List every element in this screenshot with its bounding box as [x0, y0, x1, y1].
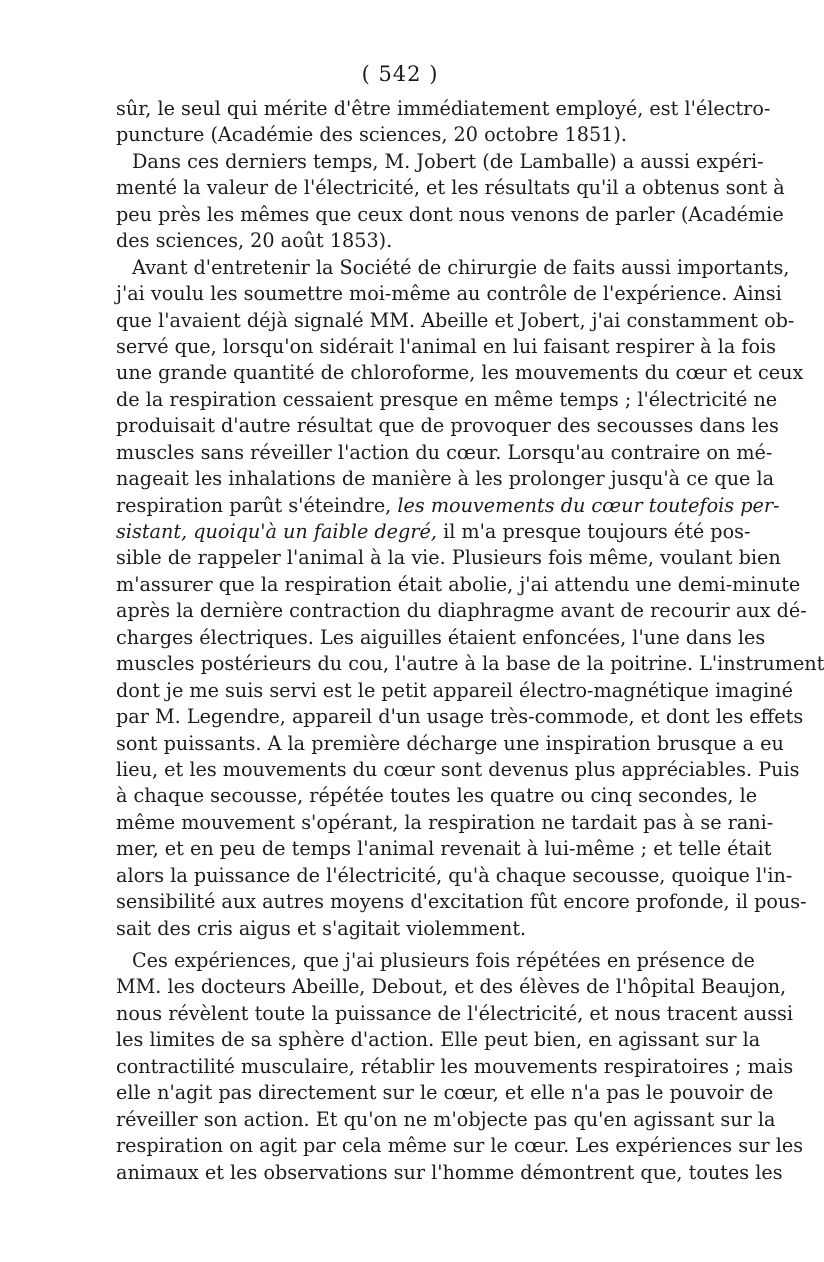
- text-line: animaux et les observations sur l'homme démontrent que, toutes les: [116, 1160, 783, 1184]
- body-text: [116, 96, 824, 1186]
- text-line: sont puissants. A la première décharge une inspiration brusque a eu: [116, 731, 784, 755]
- text-line: nageait les inhalations de manière à les prolonger jusqu'à ce que la: [116, 467, 775, 491]
- text-line: m'assurer que la respiration était abolie, j'ai attendu une demi-minute: [116, 572, 801, 596]
- text-line: servé que, lorsqu'on sidérait l'animal en lui faisant respirer à la fois: [116, 334, 777, 358]
- italic-text-span: les mouvements du cœur toutefois per-: [397, 493, 780, 517]
- text-line: nous révèlent toute la puissance de l'électricité, et nous tracent aussi: [116, 1001, 794, 1025]
- text-line: sait des cris aigus et s'agitait violemment.: [116, 916, 527, 940]
- text-line: Dans ces derniers temps, M. Jobert (de Lamballe) a aussi expéri-: [132, 149, 764, 173]
- page-number: ( 542 ): [361, 62, 439, 86]
- text-line: dont je me suis servi est le petit appareil électro-magnétique imaginé: [116, 678, 794, 702]
- text-line: muscles postérieurs du cou, l'autre à la base de la poitrine. L'instrument: [116, 652, 824, 676]
- text-line: [116, 493, 780, 519]
- text-line: Avant d'entretenir la Société de chirurgie de faits aussi importants,: [132, 255, 790, 279]
- text-line: [116, 519, 751, 545]
- text-line: des sciences, 20 août 1853).: [116, 229, 393, 253]
- text-line: que l'avaient déjà signalé MM. Abeille et Jobert, j'ai constamment ob-: [116, 308, 795, 332]
- text-line: réveiller son action. Et qu'on ne m'objecte pas qu'en agissant sur la: [116, 1107, 776, 1131]
- text-line: puncture (Académie des sciences, 20 octobre 1851).: [116, 123, 627, 147]
- text-line: produisait d'autre résultat que de provoquer des secousses dans les: [116, 414, 779, 438]
- text-line: par M. Legendre, appareil d'un usage très-commode, et dont les effets: [116, 705, 804, 729]
- text-span: il m'a presque toujours été pos-: [443, 520, 751, 543]
- text-line: MM. les docteurs Abeille, Debout, et des élèves de l'hôpital Beaujon,: [116, 975, 787, 999]
- text-line: de la respiration cessaient presque en même temps ; l'électricité ne: [116, 387, 778, 411]
- text-line: après la dernière contraction du diaphragme avant de recourir aux dé-: [116, 599, 807, 623]
- italic-text-span: sistant, quoiqu'à un faible degré,: [116, 520, 437, 543]
- text-line: sensibilité aux autres moyens d'excitation fût encore profonde, il pous-: [116, 890, 807, 914]
- text-line: menté la valeur de l'électricité, et les résultats qu'il a obtenus sont à: [116, 176, 785, 200]
- text-span: respiration parût s'éteindre,: [116, 493, 392, 517]
- text-line: elle n'agit pas directement sur le cœur, et elle n'a pas le pouvoir de: [116, 1081, 774, 1105]
- text-line: sûr, le seul qui mérite d'être immédiatement employé, est l'électro-: [116, 97, 771, 120]
- text-line: même mouvement s'opérant, la respiration ne tardait pas à se rani-: [116, 810, 774, 834]
- text-line: les limites de sa sphère d'action. Elle peut bien, en agissant sur la: [116, 1028, 761, 1052]
- text-line: lieu, et les mouvements du cœur sont devenus plus appréciables. Puis: [116, 757, 800, 781]
- text-line: alors la puissance de l'électricité, qu'à chaque secousse, quoique l'in-: [116, 863, 793, 887]
- text-line: sible de rappeler l'animal à la vie. Plusieurs fois même, voulant bien: [116, 546, 781, 570]
- text-line: contractilité musculaire, rétablir les mouvements respiratoires ; mais: [116, 1054, 794, 1078]
- text-line: Ces expériences, que j'ai plusieurs fois répétées en présence de: [132, 949, 755, 972]
- text-line: mer, et en peu de temps l'animal revenait à lui-même ; et telle était: [116, 837, 772, 861]
- text-line: j'ai voulu les soumettre moi-même au contrôle de l'expérience. Ainsi: [116, 282, 782, 306]
- text-line: respiration on agit par cela même sur le cœur. Les expériences sur les: [116, 1134, 804, 1158]
- text-line: charges électriques. Les aiguilles étaient enfoncées, l'une dans les: [116, 625, 766, 649]
- text-line: muscles sans réveiller l'action du cœur. Lorsqu'au contraire on mé-: [116, 440, 773, 464]
- text-line: à chaque secousse, répétée toutes les quatre ou cinq secondes, le: [116, 784, 758, 808]
- text-line: une grande quantité de chloroforme, les mouvements du cœur et ceux: [116, 361, 804, 385]
- text-line: peu près les mêmes que ceux dont nous venons de parler (Académie: [116, 202, 784, 226]
